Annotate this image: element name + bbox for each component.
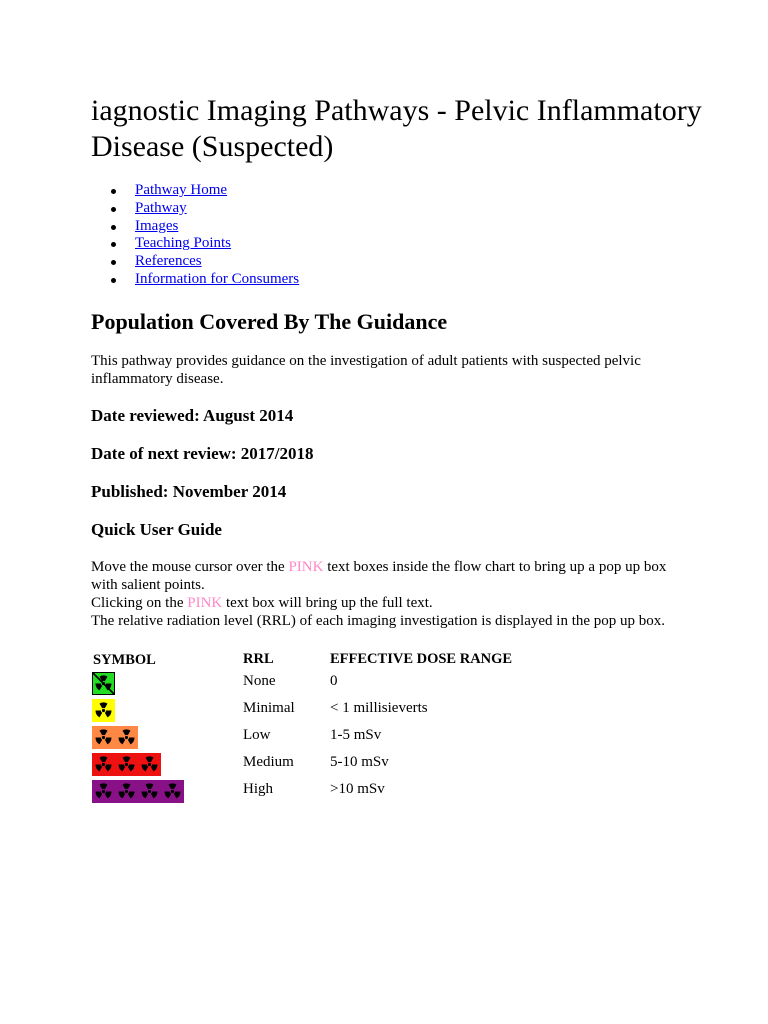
bullet-icon xyxy=(111,189,116,194)
dose-cell: 5-10 mSv xyxy=(330,754,389,770)
guide-text: text boxes inside the flow chart to bring up a pop up box with salient points. xyxy=(91,559,667,593)
header-rrl: RRL xyxy=(243,651,274,667)
radiation-icon xyxy=(92,672,115,695)
pink-keyword: PINK xyxy=(288,559,324,575)
radiation-icon xyxy=(92,780,115,803)
quick-guide-heading: Quick User Guide xyxy=(91,520,222,539)
radiation-symbol xyxy=(92,753,161,776)
nav-link-teaching-points[interactable]: Teaching Points xyxy=(135,235,232,252)
dose-cell: 1-5 mSv xyxy=(330,727,382,743)
radiation-icon xyxy=(115,780,138,803)
list-item xyxy=(91,218,299,236)
bullet-icon xyxy=(111,242,116,247)
nav-link-images[interactable]: Images xyxy=(135,217,179,234)
rrl-cell: None xyxy=(243,673,276,689)
nav-link-references[interactable]: References xyxy=(135,253,202,270)
section-heading: Population Covered By The Guidance xyxy=(91,309,448,334)
rrl-table xyxy=(91,650,651,807)
bullet-icon xyxy=(111,278,116,283)
page-title: iagnostic Imaging Pathways - Pelvic Inflammatory Disease (Suspected) xyxy=(91,94,702,163)
radiation-symbol xyxy=(92,672,115,695)
dose-cell: 0 xyxy=(330,673,338,689)
bullet-icon xyxy=(111,207,116,212)
table-header-row xyxy=(91,650,651,672)
dose-cell: < 1 millisieverts xyxy=(330,700,428,716)
guide-text: The relative radiation level (RRL) of each imaging investigation is displayed in the pop up box. xyxy=(91,613,666,629)
list-item xyxy=(91,271,299,289)
nav-link-pathway-home[interactable]: Pathway Home xyxy=(135,182,228,198)
list-item xyxy=(91,235,299,253)
table-row xyxy=(91,699,651,726)
intro-paragraph: This pathway provides guidance on the investigation of adult patients with suspected pelvic inflammatory disease. xyxy=(91,353,641,387)
table-row xyxy=(91,726,651,753)
table-row xyxy=(91,672,651,699)
rrl-cell: Minimal xyxy=(243,700,295,716)
rrl-cell: Medium xyxy=(243,754,294,770)
date-reviewed: Date reviewed: August 2014 xyxy=(91,406,294,425)
guide-text: Move the mouse cursor over the xyxy=(91,559,289,575)
list-item xyxy=(91,182,299,200)
nav-link-pathway[interactable]: Pathway xyxy=(135,199,187,216)
radiation-symbol xyxy=(92,699,115,722)
table-row xyxy=(91,780,651,807)
radiation-icon xyxy=(115,726,138,749)
radiation-icon xyxy=(138,753,161,776)
date-next-review: Date of next review: 2017/2018 xyxy=(91,444,314,463)
bullet-icon xyxy=(111,260,116,265)
radiation-symbol xyxy=(92,726,138,749)
header-dose-range: EFFECTIVE DOSE RANGE xyxy=(330,651,513,667)
guide-paragraph xyxy=(91,558,691,630)
rrl-cell: Low xyxy=(243,727,271,743)
pink-keyword: PINK xyxy=(187,595,223,611)
dose-cell: >10 mSv xyxy=(330,781,385,797)
radiation-icon xyxy=(115,753,138,776)
guide-text: Clicking on the xyxy=(91,595,188,611)
list-item xyxy=(91,253,299,271)
rrl-cell: High xyxy=(243,781,273,797)
radiation-icon xyxy=(92,753,115,776)
nav-link-information-for-consumers[interactable]: Information for Consumers xyxy=(135,270,300,287)
list-item xyxy=(91,200,299,218)
radiation-icon xyxy=(161,780,184,803)
radiation-icon xyxy=(138,780,161,803)
guide-text: text box will bring up the full text. xyxy=(222,595,433,611)
bullet-icon xyxy=(111,225,116,230)
header-symbol: SYMBOL xyxy=(93,652,156,668)
radiation-icon xyxy=(92,699,115,722)
radiation-icon xyxy=(92,726,115,749)
radiation-symbol xyxy=(92,780,184,803)
table-row xyxy=(91,753,651,780)
published-date: Published: November 2014 xyxy=(91,482,287,501)
nav-list xyxy=(91,182,299,289)
